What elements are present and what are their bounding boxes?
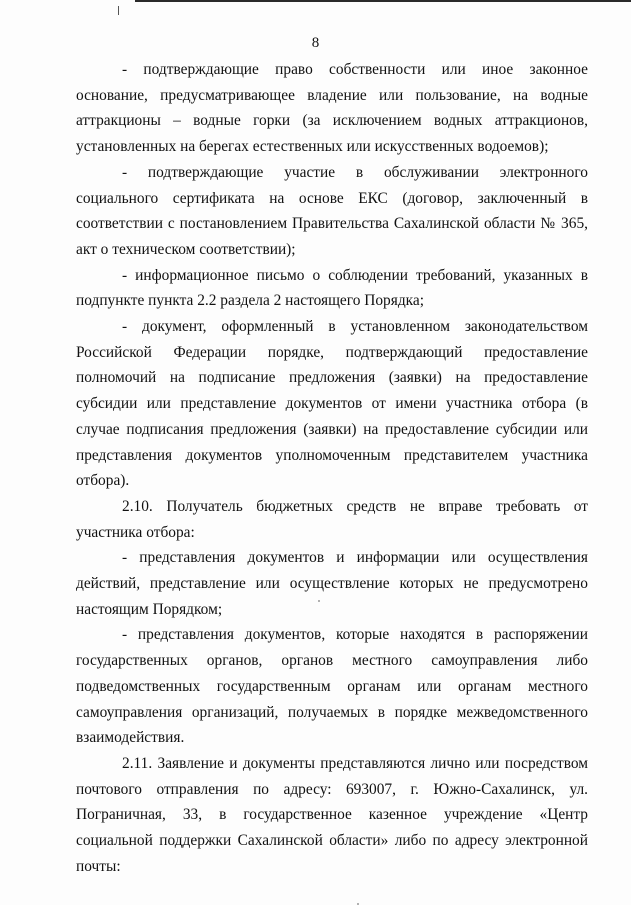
list-item-not-required-actions: - представления документов и информации или осуществления действий, представление или осуществление которых не предусмотрено настоящим Порядком; <box>76 549 588 618</box>
clause-2-11: 2.11. Заявление и документы представляются лично или посредством почтового отправления по адресу: 693007, г. Южно-Сахалинск, ул. Пограничная, 33, в государственное казенное учреждение «Центр социальной поддержки Сахалинской области» либо по адресу электронной почты: <box>76 754 588 875</box>
page-number: 8 <box>311 35 320 51</box>
clause-2-10: 2.10. Получатель бюджетных средств не вправе требовать от участника отбора: <box>76 497 588 541</box>
list-item-interagency-documents: - представления документов, которые находятся в распоряжении государственных органов, органов местного самоуправления либо подведомственных государственным органам или органам местного самоуправления организаций, получаемых в порядке межведомственного взаимодействия. <box>76 626 588 747</box>
list-item-eks-participation: - подтверждающие участие в обслуживании электронного социального сертификата на основе ЕКС (договор, заключенный в соответствии с постановлением Правительства Сахалинской области № 365, акт о техническом соответствии); <box>76 163 588 258</box>
list-item-information-letter: - информационное письмо о соблюдении требований, указанных в подпункте пункта 2.2 раздела 2 настоящего Порядка; <box>76 266 588 310</box>
scan-mark <box>118 6 119 15</box>
scan-edge-line <box>135 0 631 2</box>
document-body <box>76 57 588 880</box>
scan-speck <box>318 600 320 602</box>
list-item-ownership-documents: - подтверждающие право собственности или иное законное основание, предусматривающее владение или пользование, на водные аттракционы – водные горки (за исключением водных аттракционов, установленных на берегах естественных или искусственных водоемов); <box>76 61 588 156</box>
list-item-authority-document: - документ, оформленный в установленном законодательством Российской Федерации порядке, подтверждающий предоставление полномочий на подписание предложения (заявки) на предоставление субсидии или представление документов от имени участника отбора (в случае подписания предложения (заявки) на предоставление субсидии или представления документов уполномоченным представителем участника отбора). <box>76 318 588 490</box>
